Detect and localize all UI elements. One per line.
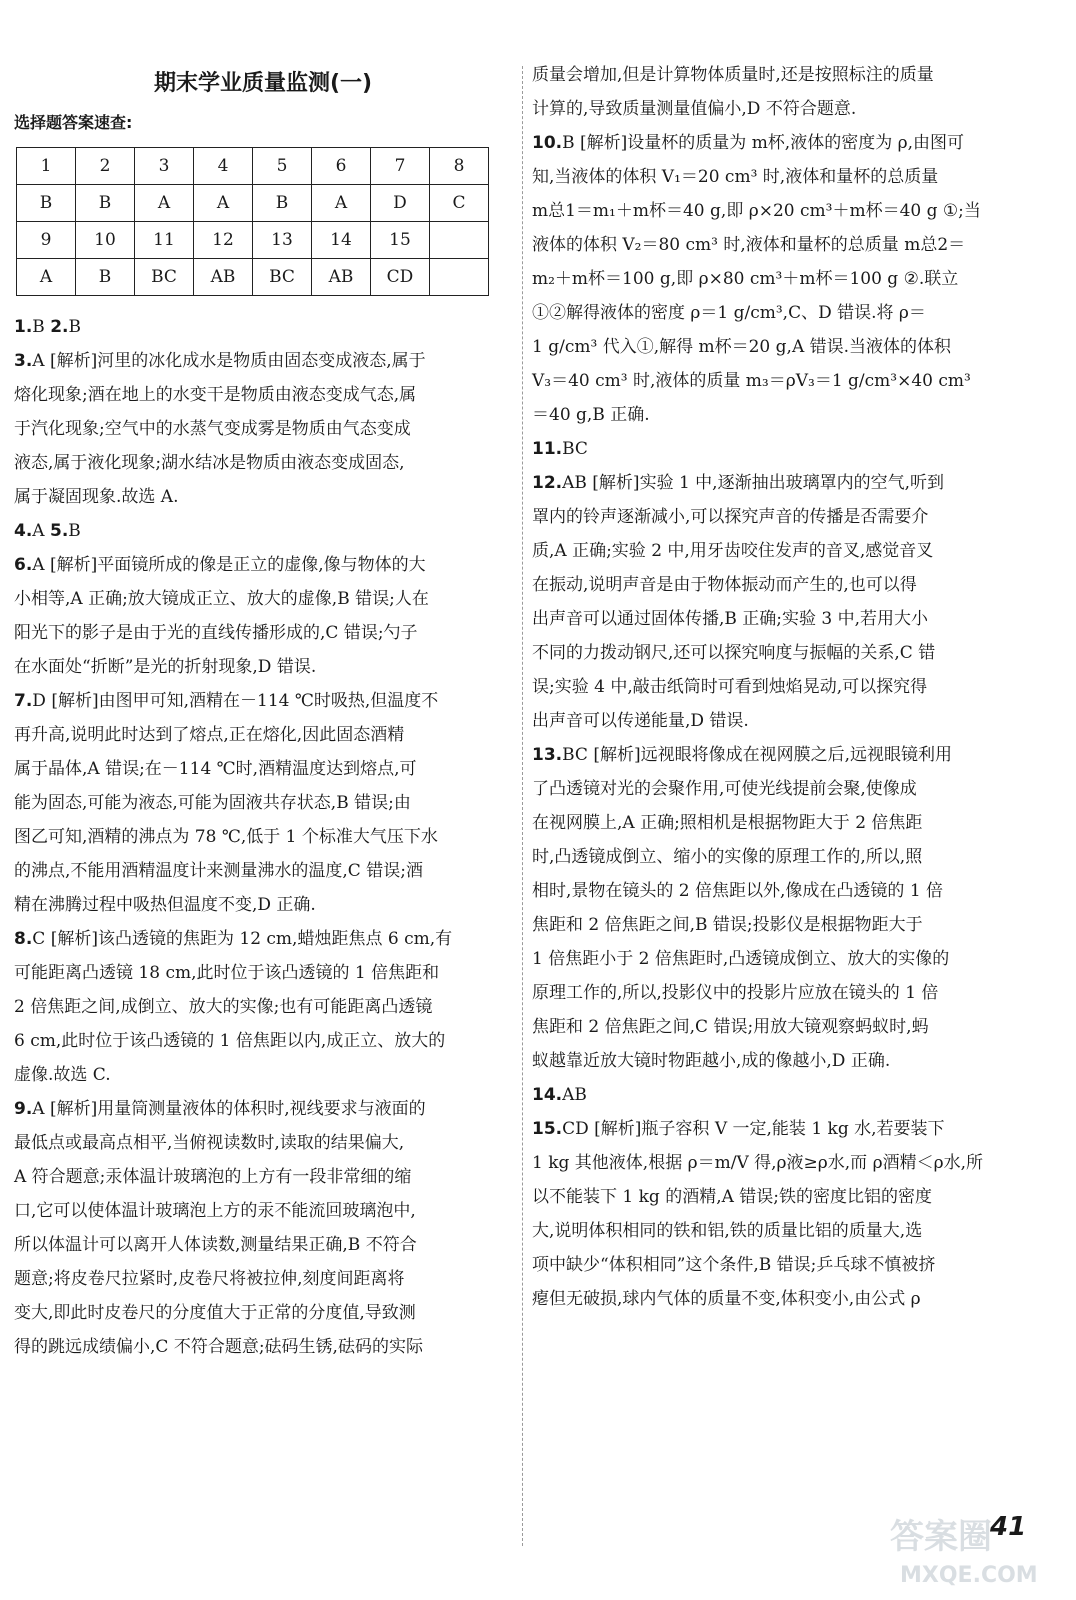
solution-line: 液体的体积 V₂＝80 cm³ 时,液体和量杯的总质量 m总2＝	[532, 235, 966, 255]
solution-line: 相时,景物在镜头的 2 倍焦距以外,像成在凸透镜的 1 倍	[532, 881, 944, 901]
answer-table-cell: 12	[194, 222, 253, 259]
question-number: 8.	[14, 929, 33, 949]
solution-line: 口,它可以使体温计玻璃泡上方的汞不能流回玻璃泡中,	[14, 1201, 416, 1221]
answer-table-cell	[430, 259, 489, 296]
solution-line: 在视网膜上,A 正确;照相机是根据物距大于 2 倍焦距	[532, 813, 923, 833]
solution-line: 属于凝固现象.故选 A.	[14, 487, 179, 507]
answer-table-cell: A	[312, 185, 371, 222]
answer-table-cell: A	[17, 259, 76, 296]
answer-table-cell: A	[135, 185, 194, 222]
solution-item	[532, 58, 1040, 126]
answer-letter: B	[32, 317, 51, 337]
right-solutions	[532, 58, 1040, 1316]
answer-table-cell: 15	[371, 222, 430, 259]
answer-table-cell: CD	[371, 259, 430, 296]
column-divider	[522, 66, 523, 1546]
answer-table-cell: 2	[76, 148, 135, 185]
answer-table-cell: B	[17, 185, 76, 222]
solution-line: B [解析]设量杯的质量为 m杯,液体的密度为 ρ,由图可	[562, 133, 965, 153]
question-number: 3.	[14, 351, 33, 371]
solution-line: 知,当液体的体积 V₁＝20 cm³ 时,液体和量杯的总质量	[532, 167, 939, 187]
answer-table-row	[17, 148, 489, 185]
solution-line: 在水面处“折断”是光的折射现象,D 错误.	[14, 657, 317, 677]
answer-table-cell	[430, 222, 489, 259]
solution-line: 误;实验 4 中,敲击纸筒时可看到烛焰晃动,可以探究得	[532, 677, 928, 697]
solution-line: 出声音可以传递能量,D 错误.	[532, 711, 749, 731]
solution-line: 题意;将皮卷尺拉紧时,皮卷尺将被拉伸,刻度间距离将	[14, 1269, 405, 1289]
solution-line: A [解析]河里的冰化成水是物质由固态变成液态,属于	[32, 351, 426, 371]
solution-line: 6 cm,此时位于该凸透镜的 1 倍焦距以内,成正立、放大的	[14, 1031, 446, 1051]
answer-table-row	[17, 185, 489, 222]
question-number: 14.	[532, 1085, 563, 1105]
answer-table-cell: 3	[135, 148, 194, 185]
solution-line: 可能距离凸透镜 18 cm,此时位于该凸透镜的 1 倍焦距和	[14, 963, 440, 983]
solution-line: 以不能装下 1 kg 的酒精,A 错误;铁的密度比铝的密度	[532, 1187, 933, 1207]
answer-table-cell: 13	[253, 222, 312, 259]
answer-table-cell: B	[76, 259, 135, 296]
solution-line: 焦距和 2 倍焦距之间,C 错误;用放大镜观察蚂蚁时,蚂	[532, 1017, 929, 1037]
solution-line: 焦距和 2 倍焦距之间,B 错误;投影仪是根据物距大于	[532, 915, 923, 935]
answer-table-row	[17, 259, 489, 296]
solution-line: 液态,属于液化现象;湖水结冰是物质由液态变成固态,	[14, 453, 405, 473]
answer-table-cell: AB	[194, 259, 253, 296]
solution-item	[14, 310, 512, 344]
solution-item	[532, 432, 1040, 466]
question-number: 15.	[532, 1119, 563, 1139]
page-number: 41	[990, 1512, 1027, 1542]
solution-line: 时,凸透镜成倒立、缩小的实像的原理工作的,所以,照	[532, 847, 923, 867]
answer-table	[16, 147, 489, 296]
solution-line: 于汽化现象;空气中的水蒸气变成雾是物质由气态变成	[14, 419, 411, 439]
question-number: 13.	[532, 745, 563, 765]
solution-item	[532, 126, 1040, 432]
answer-table-cell: C	[430, 185, 489, 222]
question-number: 12.	[532, 473, 563, 493]
solution-line: 大,说明体积相同的铁和铝,铁的质量比铝的质量大,选	[532, 1221, 923, 1241]
question-number: 1.	[14, 317, 33, 337]
solution-line: BC [解析]远视眼将像成在视网膜之后,远视眼镜利用	[562, 745, 953, 765]
answer-table-cell: 5	[253, 148, 312, 185]
solution-line: 2 倍焦距之间,成倒立、放大的实像;也有可能距离凸透镜	[14, 997, 433, 1017]
question-number: 9.	[14, 1099, 33, 1119]
answer-table-cell: 6	[312, 148, 371, 185]
answer-table-cell: D	[371, 185, 430, 222]
solution-line: 的沸点,不能用酒精温度计来测量沸水的温度,C 错误;酒	[14, 861, 423, 881]
solution-line: 不同的力拨动钢尺,还可以探究响度与振幅的关系,C 错	[532, 643, 936, 663]
solution-line: CD [解析]瓶子容积 V 一定,能装 1 kg 水,若要装下	[562, 1119, 945, 1139]
answer-letter: B	[68, 317, 81, 337]
solution-item	[14, 548, 512, 684]
solution-line: D [解析]由图甲可知,酒精在－114 ℃时吸热,但温度不	[32, 691, 439, 711]
solution-line: 1 倍焦距小于 2 倍焦距时,凸透镜成倒立、放大的实像的	[532, 949, 950, 969]
watermark-logo-icon	[880, 1500, 1060, 1590]
answer-table-cell: 14	[312, 222, 371, 259]
question-number: 5.	[49, 521, 69, 541]
answer-table-cell: 10	[76, 222, 135, 259]
solution-item	[14, 514, 512, 548]
solution-line: 项中缺少“体积相同”这个条件,B 错误;乒乓球不慎被挤	[532, 1255, 936, 1275]
solution-line: 属于晶体,A 错误;在－114 ℃时,酒精温度达到熔点,可	[14, 759, 417, 779]
answer-key-heading: 选择题答案速查:	[14, 113, 133, 132]
solution-line: ＝40 g,B 正确.	[532, 405, 650, 425]
solution-line: 熔化现象;酒在地上的水变干是物质由液态变成气态,属	[14, 385, 417, 405]
solution-line: 出声音可以通过固体传播,B 正确;实验 3 中,若用大小	[532, 609, 929, 629]
answer-table-cell: A	[194, 185, 253, 222]
solution-line: 1 kg 其他液体,根据 ρ＝m/V 得,ρ液≥ρ水,而 ρ酒精＜ρ水,所	[532, 1153, 983, 1173]
answer-table-cell: 8	[430, 148, 489, 185]
solution-line: 再升高,说明此时达到了熔点,正在熔化,因此固态酒精	[14, 725, 405, 745]
solution-line: V₃＝40 cm³ 时,液体的质量 m₃＝ρV₃＝1 g/cm³×40 cm³	[532, 371, 971, 391]
solution-item	[532, 1112, 1040, 1316]
solution-line: 虚像.故选 C.	[14, 1065, 111, 1085]
solution-line: m总1＝m₁＋m杯＝40 g,即 ρ×20 cm³＋m杯＝40 g ①;当	[532, 201, 981, 221]
answer-table-row	[17, 222, 489, 259]
question-number: 10.	[532, 133, 563, 153]
svg-text:答案圈: 答案圈	[890, 1517, 992, 1557]
answer-table-cell: AB	[312, 259, 371, 296]
left-solutions	[14, 310, 512, 1364]
solution-line: A [解析]用量筒测量液体的体积时,视线要求与液面的	[32, 1099, 426, 1119]
solution-line: 图乙可知,酒精的沸点为 78 ℃,低于 1 个标准大气压下水	[14, 827, 438, 847]
solution-line: 瘪但无破损,球内气体的质量不变,体积变小,由公式 ρ	[532, 1289, 921, 1309]
answer-table-cell: 9	[17, 222, 76, 259]
solution-line: 能为固态,可能为液态,可能为固液共存状态,B 错误;由	[14, 793, 411, 813]
svg-text:MXQE.COM: MXQE.COM	[900, 1563, 1038, 1588]
solution-line: 计算的,导致质量测量值偏小,D 不符合题意.	[532, 99, 857, 119]
solution-item	[532, 466, 1040, 738]
solution-line: A [解析]平面镜所成的像是正立的虚像,像与物体的大	[32, 555, 426, 575]
question-number: 11.	[532, 439, 563, 459]
answer-table-cell: 1	[17, 148, 76, 185]
solution-item	[14, 922, 512, 1092]
question-number: 4.	[14, 521, 33, 541]
answer-table-cell: B	[253, 185, 312, 222]
page-title: 期末学业质量监测(一)	[153, 71, 373, 96]
solution-line: 得的跳远成绩偏小,C 不符合题意;砝码生锈,砝码的实际	[14, 1337, 423, 1357]
solution-line: 精在沸腾过程中吸热但温度不变,D 正确.	[14, 895, 316, 915]
solution-item	[532, 1078, 1040, 1112]
solution-line: 阳光下的影子是由于光的直线传播形成的,C 错误;勺子	[14, 623, 418, 643]
solution-line: 原理工作的,所以,投影仪中的投影片应放在镜头的 1 倍	[532, 983, 939, 1003]
answer-table-cell: BC	[253, 259, 312, 296]
solution-line: BC	[562, 439, 588, 459]
solution-line: 在振动,说明声音是由于物体振动而产生的,也可以得	[532, 575, 917, 595]
answer-table-cell: 11	[135, 222, 194, 259]
solution-line: 变大,即此时皮卷尺的分度值大于正常的分度值,导致测	[14, 1303, 416, 1323]
solution-line: 了凸透镜对光的会聚作用,可使光线提前会聚,使像成	[532, 779, 917, 799]
answer-table-cell: B	[76, 185, 135, 222]
solution-line: 小相等,A 正确;放大镜成正立、放大的虚像,B 错误;人在	[14, 589, 429, 609]
question-number: 7.	[14, 691, 33, 711]
question-number: 2.	[50, 317, 69, 337]
solution-line: 1 g/cm³ 代入①,解得 m杯＝20 g,A 错误.当液体的体积	[532, 337, 952, 357]
solution-line: 质量会增加,但是计算物体质量时,还是按照标注的质量	[532, 65, 934, 85]
solution-line: A 符合题意;汞体温计玻璃泡的上方有一段非常细的缩	[14, 1167, 412, 1187]
solution-item	[14, 684, 512, 922]
answer-table-cell: 7	[371, 148, 430, 185]
answer-table-cell: 4	[194, 148, 253, 185]
solution-line: AB [解析]实验 1 中,逐渐抽出玻璃罩内的空气,听到	[562, 473, 944, 493]
solution-line: C [解析]该凸透镜的焦距为 12 cm,蜡烛距焦点 6 cm,有	[32, 929, 453, 949]
solution-line: 蚁越靠近放大镜时物距越小,成的像越小,D 正确.	[532, 1051, 891, 1071]
solution-line: ①②解得液体的密度 ρ＝1 g/cm³,C、D 错误.将 ρ＝	[532, 303, 926, 323]
solution-line: AB	[562, 1085, 587, 1105]
solution-line: 质,A 正确;实验 2 中,用牙齿咬住发声的音叉,感觉音叉	[532, 541, 934, 561]
solution-item	[14, 1092, 512, 1364]
answer-letter: B	[68, 521, 81, 541]
solution-line: 最低点或最高点相平,当俯视读数时,读取的结果偏大,	[14, 1133, 405, 1153]
solution-line: m₂＋m杯＝100 g,即 ρ×80 cm³＋m杯＝100 g ②.联立	[532, 269, 959, 289]
solution-line: 所以体温计可以离开人体读数,测量结果正确,B 不符合	[14, 1235, 417, 1255]
answer-letter: A	[32, 521, 50, 541]
solution-item	[14, 344, 512, 514]
answer-table-cell: BC	[135, 259, 194, 296]
solution-line: 罩内的铃声逐渐减小,可以探究声音的传播是否需要介	[532, 507, 929, 527]
solution-item	[532, 738, 1040, 1078]
question-number: 6.	[14, 555, 33, 575]
